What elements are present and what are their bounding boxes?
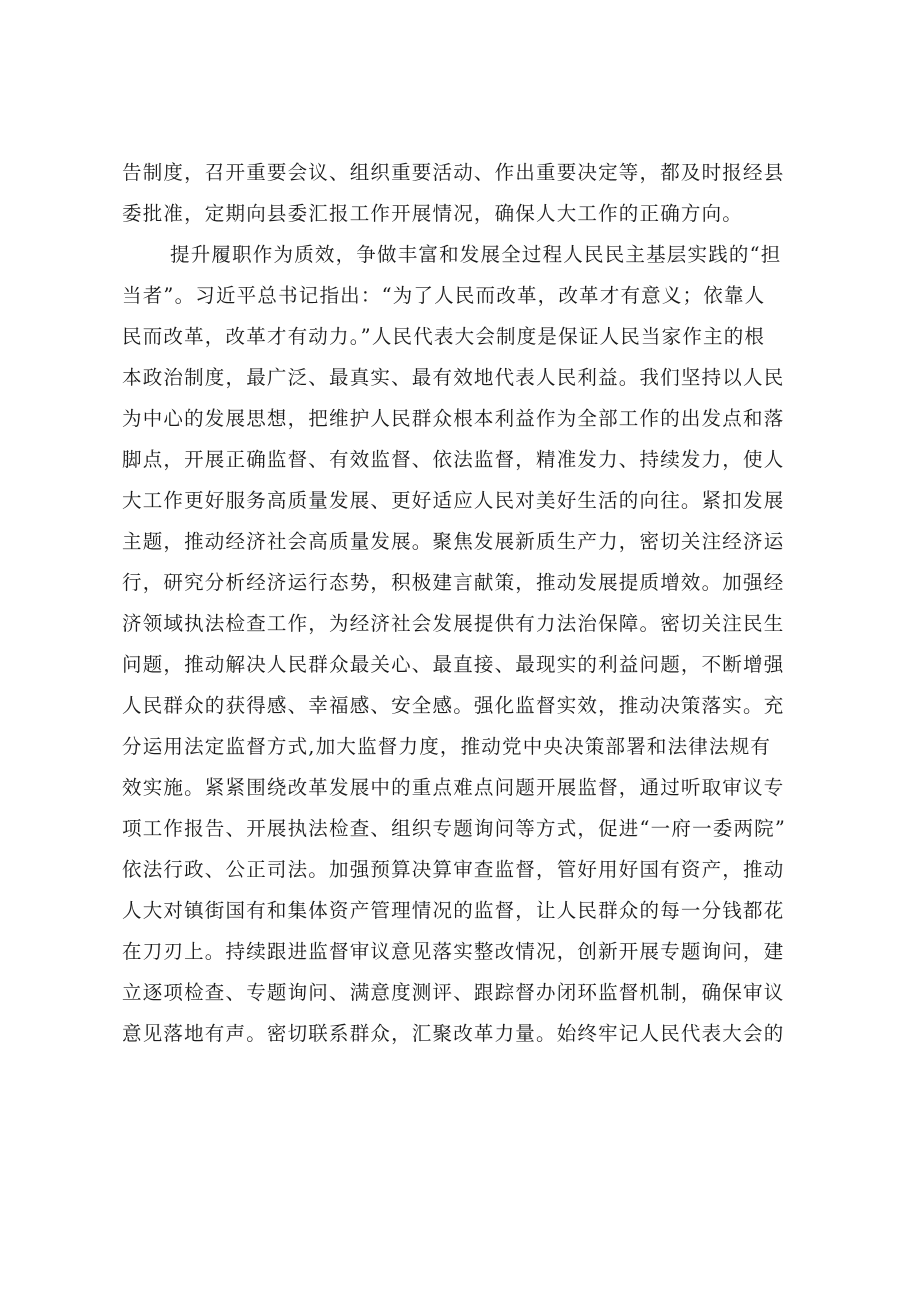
paragraph-start-line: 提升履职作为质效，争做丰富和发展全过程人民民主基层实践的“担 bbox=[170, 243, 782, 266]
text-line: 主题，推动经济社会高质量发展。聚焦发展新质生产力，密切关注经济运 bbox=[122, 530, 785, 553]
text-line: 人民群众的获得感、幸福感、安全感。强化监督实效，推动决策落实。充 bbox=[122, 694, 785, 717]
text-line: 在刀刃上。持续跟进监督审议意见落实整改情况，创新开展专题询问，建 bbox=[122, 940, 785, 963]
text-line: 告制度，召开重要会议、组织重要活动、作出重要决定等，都及时报经县 bbox=[122, 161, 785, 184]
text-line: 当者”。习近平总书记指出：“为了人民而改革，改革才有意义；依靠人 bbox=[122, 284, 766, 307]
text-line: 大工作更好服务高质量发展、更好适应人民对美好生活的向往。紧扣发展 bbox=[122, 489, 785, 512]
text-line: 依法行政、公正司法。加强预算决算审查监督，管好用好国有资产，推动 bbox=[122, 858, 785, 881]
text-line: 分运用法定监督方式,加大监督力度，推动党中央决策部署和法律法规有 bbox=[122, 735, 772, 758]
text-line: 济领域执法检查工作，为经济社会发展提供有力法治保障。密切关注民生 bbox=[122, 612, 785, 635]
body-text bbox=[122, 152, 822, 1054]
text-line: 行，研究分析经济运行态势，积极建言献策，推动发展提质增效。加强经 bbox=[122, 571, 785, 594]
text-line: 为中心的发展思想，把维护人民群众根本利益作为全部工作的出发点和落 bbox=[122, 407, 785, 430]
text-line: 效实施。紧紧围绕改革发展中的重点难点问题开展监督，通过听取审议专 bbox=[122, 776, 785, 799]
text-line: 人大对镇街国有和集体资产管理情况的监督，让人民群众的每一分钱都花 bbox=[122, 899, 785, 922]
text-line: 脚点，开展正确监督、有效监督、依法监督，精准发力、持续发力，使人 bbox=[122, 448, 785, 471]
text-line: 本政治制度，最广泛、最真实、最有效地代表人民利益。我们坚持以人民 bbox=[122, 366, 785, 389]
text-line: 委批准，定期向县委汇报工作开展情况，确保人大工作的正确方向。 bbox=[122, 202, 744, 225]
text-line: 意见落地有声。密切联系群众，汇聚改革力量。始终牢记人民代表大会的 bbox=[122, 1022, 785, 1045]
text-line: 问题，推动解决人民群众最关心、最直接、最现实的利益问题，不断增强 bbox=[122, 653, 785, 676]
text-line: 民而改革，改革才有动力。”人民代表大会制度是保证人民当家作主的根 bbox=[122, 325, 766, 348]
text-line: 立逐项检查、专题询问、满意度测评、跟踪督办闭环监督机制，确保审议 bbox=[122, 981, 785, 1004]
text-line: 项工作报告、开展执法检查、组织专题询问等方式，促进“一府一委两院” bbox=[122, 817, 787, 840]
